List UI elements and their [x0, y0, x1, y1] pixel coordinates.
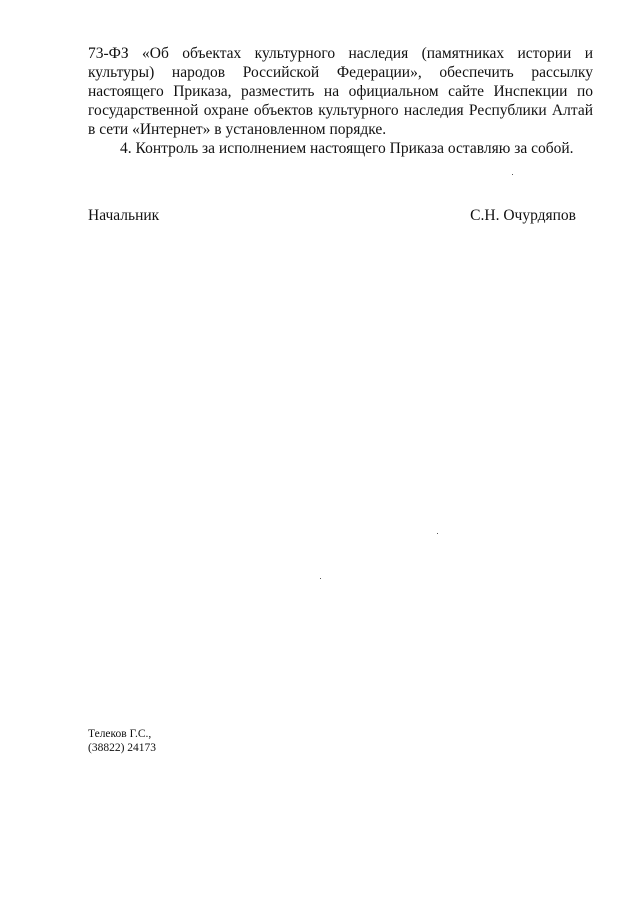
- executor-name: Телеков Г.С.,: [88, 728, 152, 740]
- scan-speck: [437, 533, 438, 534]
- scan-speck: [320, 578, 321, 579]
- signatory-name: С.Н. Очурдяпов: [470, 207, 576, 224]
- executor-block: [88, 727, 156, 755]
- paragraph-continuation: 73-ФЗ «Об объектах культурного наследия (памятниках истории и культуры) народов Российской Федерации», обеспечить рассылку настоящего Приказа, разместить на официальном сайте Инспекции по государственной охране объектов культурного наследия Республики Алтай в сети «Интернет» в установленном порядке.: [88, 45, 593, 138]
- paragraph-4: 4. Контроль за исполнением настоящего Приказа оставляю за собой.: [120, 140, 574, 157]
- signatory-position: Начальник: [88, 207, 160, 224]
- document-body: [88, 44, 593, 158]
- scan-speck: [512, 174, 513, 175]
- executor-phone: (38822) 24173: [88, 742, 157, 754]
